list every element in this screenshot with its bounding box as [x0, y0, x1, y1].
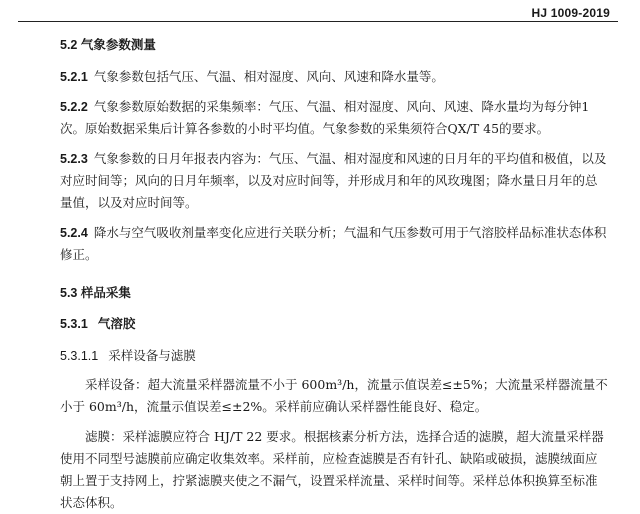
subsection-5-3-1-1	[60, 346, 608, 366]
clause-5-2-1	[60, 66, 608, 88]
header-rule	[18, 21, 618, 22]
clause-5-2-2	[60, 96, 608, 140]
section-heading-5-3: 5.3 样品采集	[60, 286, 131, 300]
clause-number: 5.2.3	[60, 152, 88, 166]
subsection-5-3-1	[60, 314, 608, 334]
paragraph-sampling-equipment: 采样设备：超大流量采样器流量不小于 600m³/h，流量示值误差≤±5%；大流量采样器流量不小于 60m³/h，流量示值误差≤±2%。采样前应确认采样器性能良好、稳定。	[60, 377, 608, 414]
clause-text: 降水与空气吸收剂量率变化应进行关联分析；气温和气压参数可用于气溶胶样品标准状态体积修正。	[60, 225, 607, 262]
subsection-title: 气溶胶	[97, 317, 136, 331]
clause-number: 5.2.2	[60, 100, 88, 114]
subsection-number: 5.3.1.1	[60, 349, 99, 363]
clause-5-2-3	[60, 148, 608, 214]
clause-text: 气象参数原始数据的采集频率：气压、气温、相对湿度、风向、风速、降水量均为每分钟1次。原始数据采集后计算各参数的小时平均值。气象参数的采集须符合QX/T 45的要求。	[60, 99, 590, 136]
clause-text: 气象参数包括气压、气温、相对湿度、风向、风速和降水量等。	[93, 69, 444, 84]
document-body	[60, 36, 608, 514]
section-heading-5-2: 5.2 气象参数测量	[60, 38, 156, 52]
clause-text: 气象参数的日月年报表内容为：气压、气温、相对湿度和风速的日月年的平均值和极值，以及对应时间等；风向的日月年频率，以及对应时间等，并形成月和年的风玫瑰图；降水量日月年的总量值，以及对应时间等。	[60, 151, 607, 210]
clause-number: 5.2.1	[60, 70, 88, 84]
standard-code: HJ 1009-2019	[531, 6, 610, 20]
paragraph-filter-membrane: 滤膜：采样滤膜应符合 HJ/T 22 要求。根据核素分析方法，选择合适的滤膜，超大流量采样器使用不同型号滤膜前应确定收集效率。采样前，应检查滤膜是否有针孔、缺陷或破损，滤膜绒面应朝上置于支持网上，拧紧滤膜夹使之不漏气，设置采样流量、采样时间等。采样总体积换算至标准状态体积。	[60, 429, 604, 510]
clause-number: 5.2.4	[60, 226, 88, 240]
clause-5-2-4	[60, 222, 608, 266]
subsection-title: 采样设备与滤膜	[108, 348, 196, 363]
subsection-number: 5.3.1	[60, 317, 88, 331]
